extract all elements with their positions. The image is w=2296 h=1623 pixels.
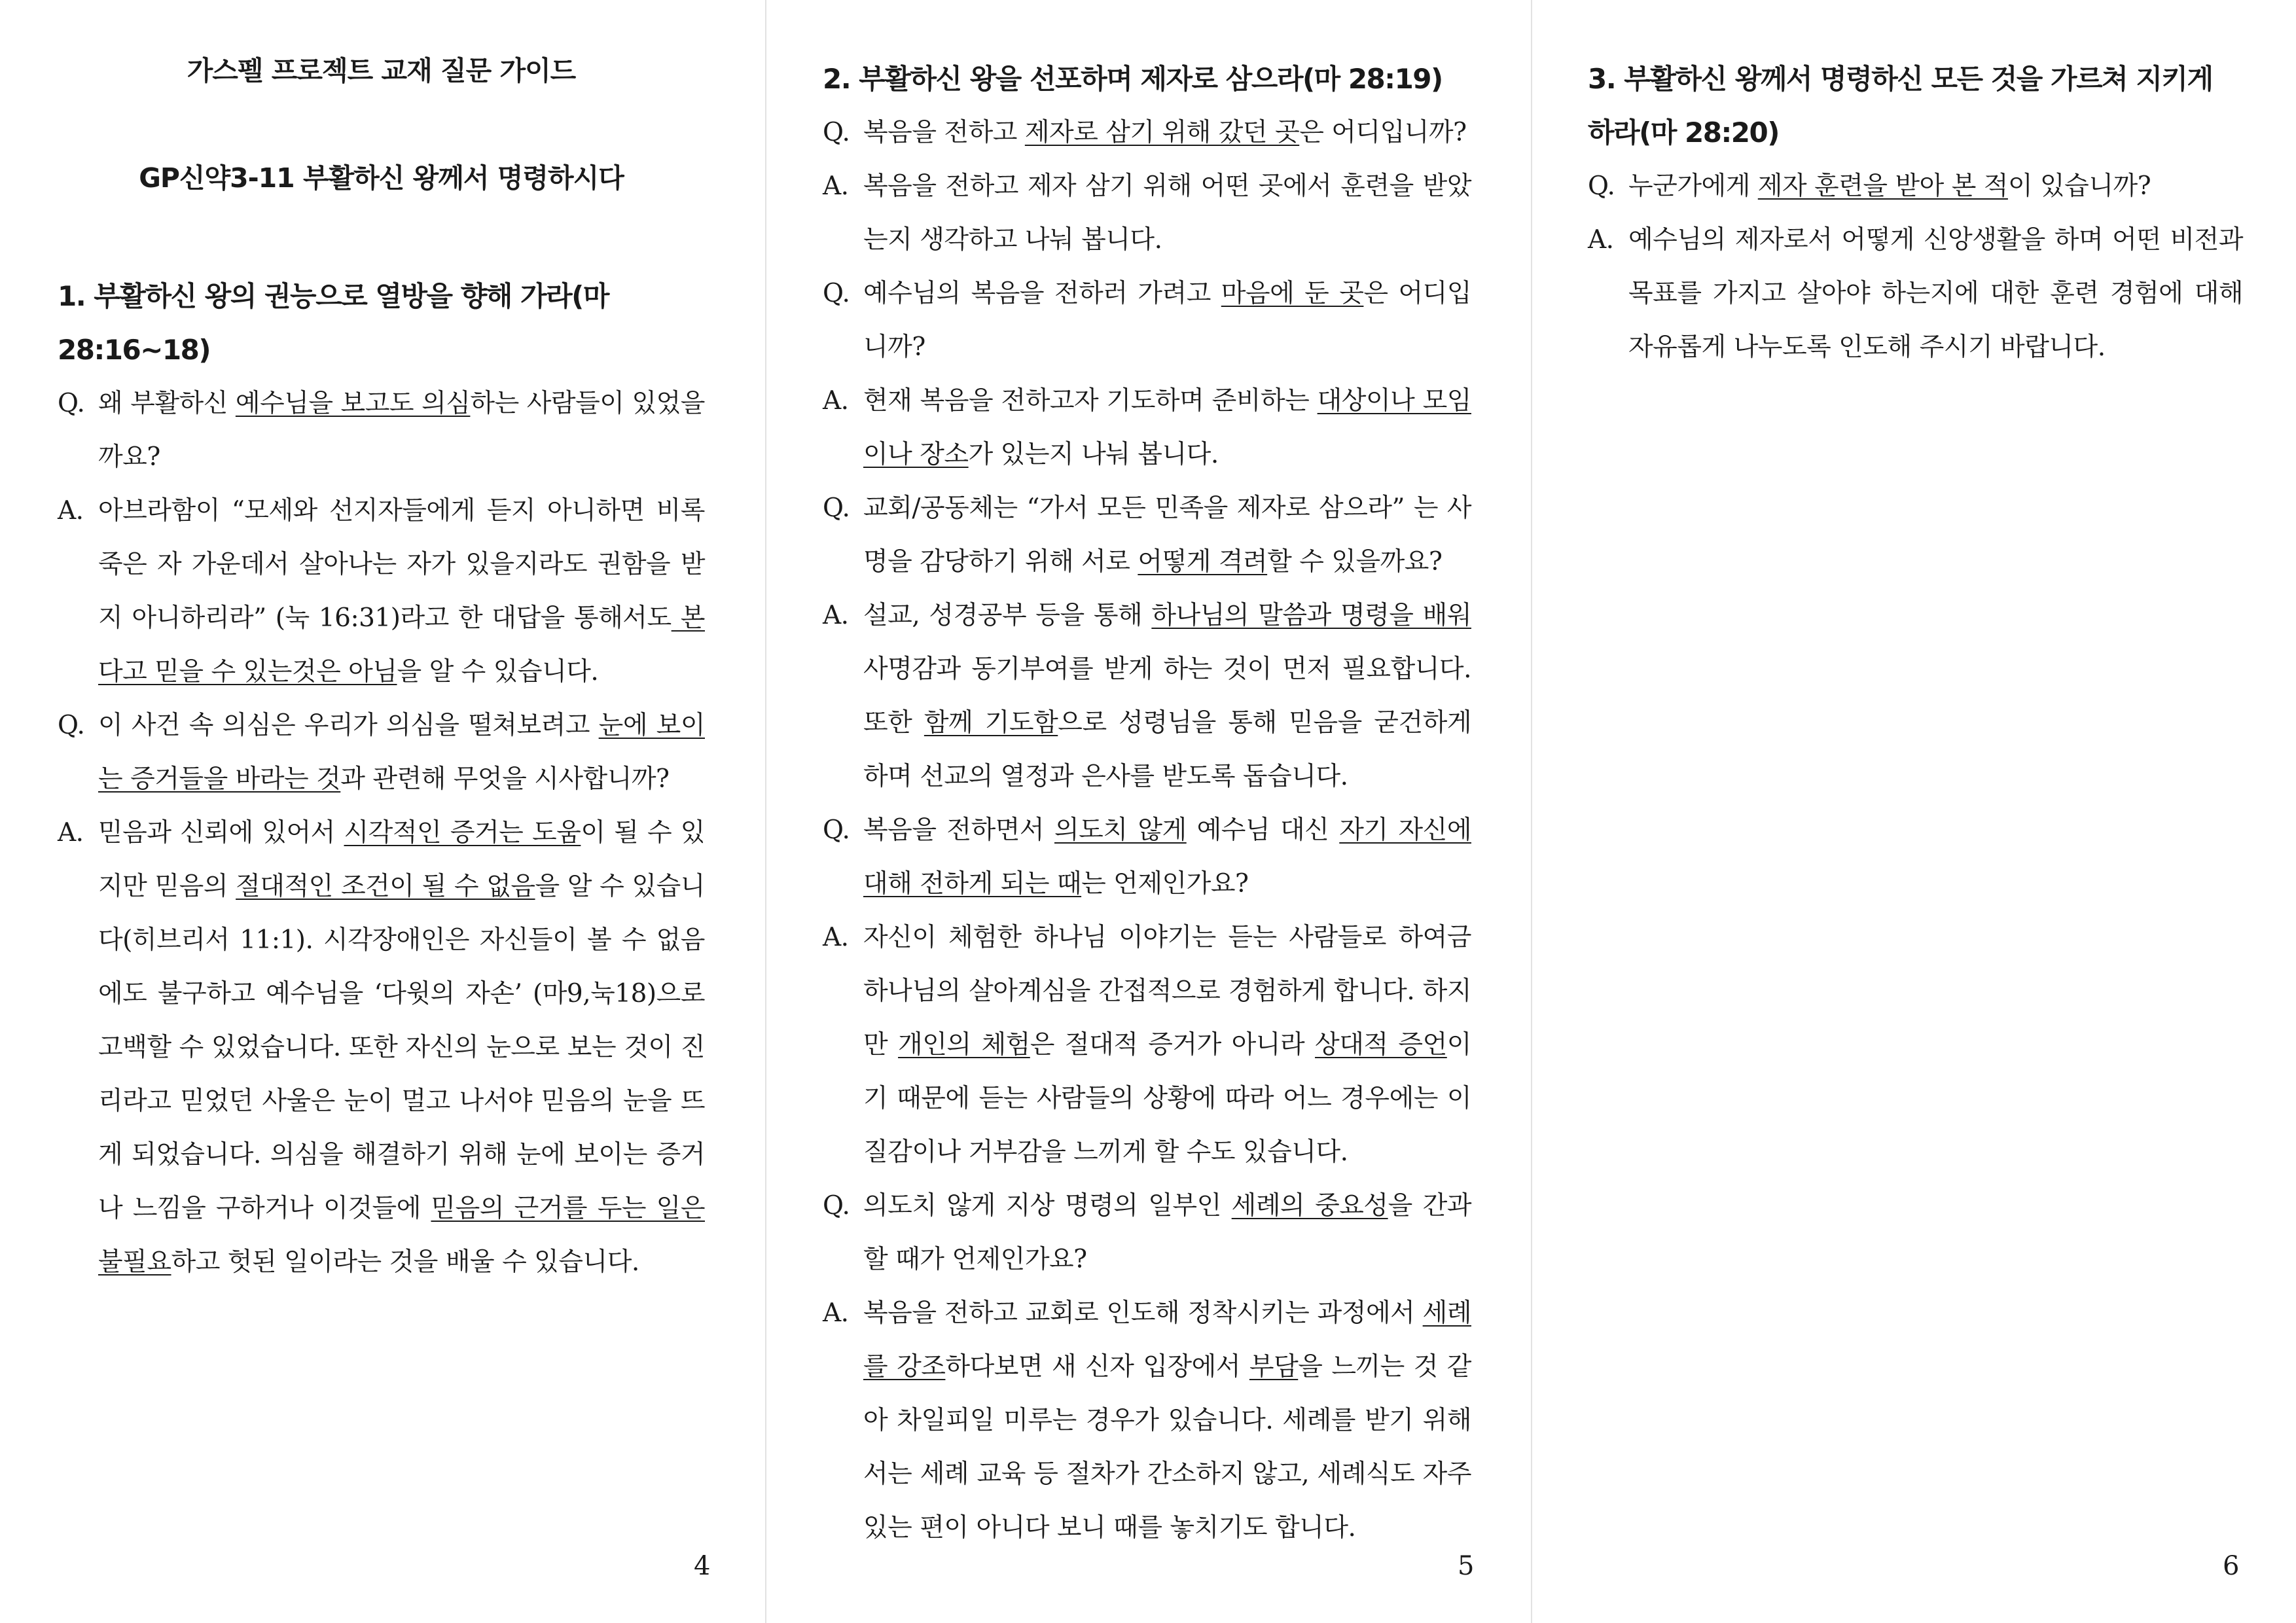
underlined-phrase: 마음에 둔 곳: [1221, 279, 1364, 308]
answer-item: [823, 374, 1471, 482]
text-run: 의도치 않게 지상 명령의 일부인: [863, 1191, 1232, 1221]
text-run: 을 간과할 때가 언제인가요?: [863, 1191, 1472, 1274]
text-run: 예수님 대신: [1186, 815, 1340, 845]
question-text: [1628, 160, 2243, 213]
page-number: 5: [1458, 1551, 1475, 1581]
text-run: 설교, 성경공부 등을 통해: [863, 601, 1152, 630]
answer-item: [823, 911, 1471, 1179]
answer-text: [863, 160, 1471, 267]
underlined-phrase: 절대적인 조건이 될 수 없음: [236, 872, 535, 901]
text-run: 현재 복음을 전하고자 기도하며 준비하는: [863, 386, 1318, 416]
answer-marker: A.: [1588, 225, 1614, 255]
text-run: 을 알 수 있습니다(히브리서 11:1). 시각장애인은 자신들이 볼 수 없음에도 불구하고 예수님을 ‘다윗의 자손’ (마9,눅18)으로 고백할 수 있었습니다. 또한 자신의 눈으로 보는 것이 진리라고 믿었던 사울은 눈이 멀고 나서야 믿음의 눈을 뜨게 되었습니다. 의심을 해결하기 위해 눈에 보이는 증거나 느낌을 구하거나 이것들에: [98, 872, 705, 1223]
answer-marker: A.: [823, 601, 849, 630]
question-item: [58, 699, 705, 806]
section-heading-1: 1. 부활하신 왕의 권능으로 열방을 향해 가라(마 28:16~18): [58, 280, 609, 366]
question-marker: Q.: [823, 1191, 850, 1221]
text-run: 할 수 있을까요?: [1267, 547, 1443, 577]
underlined-phrase: 눈에 보이는 증거들을 바라는 것: [98, 711, 705, 794]
answer-marker: A.: [823, 1298, 849, 1328]
text-run: 가 있는지 나눠 봅니다.: [968, 440, 1219, 469]
question-text: [98, 699, 705, 806]
answer-item: [58, 806, 705, 1289]
text-run: 과 관련해 무엇을 시사합니까?: [340, 764, 670, 794]
text-run: 은 절대적 증거가 아니라: [1030, 1030, 1316, 1060]
page-6: [1530, 0, 2295, 1623]
page-number: 6: [2223, 1551, 2240, 1581]
text-run: 복음을 전하고 제자 삼기 위해 어떤 곳에서 훈련을 받았는지 생각하고 나눠 봅니다.: [863, 171, 1471, 255]
text-run: 복음을 전하고 교회로 인도해 정착시키는 과정에서: [863, 1298, 1423, 1328]
text-run: 하는 사람들이 있었을까요?: [98, 389, 705, 472]
question-text: [863, 106, 1471, 160]
answer-text: [98, 484, 705, 699]
answer-text: [863, 589, 1471, 804]
underlined-phrase: 제자 훈련을 받아 본 적: [1757, 171, 2008, 201]
answer-text: [863, 374, 1471, 482]
page-divider: [765, 0, 766, 1623]
text-run: 예수님의 복음을 전하러 가려고: [863, 279, 1221, 308]
text-run: 하다보면 새 신자 입장에서: [945, 1352, 1249, 1382]
question-item: [823, 106, 1471, 160]
underlined-phrase: 대상이나 모임이나 장소: [863, 386, 1471, 469]
text-run: 교회/공동체는 “가서 모든 민족을 제자로 삼으라” 는 사명을 감당하기 위해 서로: [863, 493, 1471, 577]
text-run: 이기 때문에 듣는 사람들의 상황에 따라 어느 경우에는 이질감이나 거부감을 느끼게 할 수도 있습니다.: [863, 1030, 1471, 1167]
question-text: [863, 267, 1471, 374]
underlined-phrase: 함께 기도함: [924, 708, 1058, 738]
underlined-phrase: 예수님을 보고도 의심: [235, 389, 471, 418]
text-run: 누군가에게: [1628, 171, 1758, 201]
answer-item: [823, 589, 1471, 804]
text-run: 복음을 전하면서: [863, 815, 1054, 845]
underlined-phrase: 세례의 중요성: [1231, 1191, 1388, 1221]
text-run: 사명감과 동기부여를 받게 하는 것이 먼저 필요합니다. 또한: [863, 654, 1471, 738]
qa-list: [1588, 160, 2243, 374]
question-item: [58, 377, 705, 484]
text-run: 왜 부활하신: [98, 389, 236, 418]
question-item: [823, 267, 1471, 374]
underlined-phrase: 제자로 삼기 위해 갔던 곳: [1024, 118, 1300, 147]
page-divider: [1531, 0, 1532, 1623]
question-text: [863, 1179, 1471, 1287]
answer-item: [823, 160, 1471, 267]
question-marker: Q.: [823, 118, 850, 147]
answer-text: [863, 911, 1471, 1179]
lesson-title: GP신약3-11 부활하신 왕께서 명령하시다: [139, 162, 624, 194]
section-heading-2: 2. 부활하신 왕을 선포하며 제자로 삼으라(마 28:19): [823, 63, 1443, 95]
answer-text: [1628, 213, 2243, 374]
answer-marker: A.: [823, 923, 849, 952]
text-run: 이 될 수 있지만 믿음의: [98, 818, 705, 901]
answer-marker: A.: [823, 171, 849, 201]
question-marker: Q.: [823, 279, 850, 308]
qa-list: [58, 377, 705, 1289]
underlined-phrase: 세례를 강조: [863, 1298, 1471, 1382]
question-item: [823, 804, 1471, 911]
text-run: 으로 성령님을 통해 믿음을 굳건하게 하며 선교의 열정과 은사를 받도록 돕습니다.: [863, 708, 1471, 791]
document-title: 가스펠 프로젝트 교재 질문 가이드: [187, 55, 576, 86]
answer-marker: A.: [823, 386, 849, 416]
text-run: 이 있습니까?: [2007, 171, 2151, 201]
question-marker: Q.: [823, 493, 850, 523]
section-heading-3: 3. 부활하신 왕께서 명령하신 모든 것을 가르쳐 지키게 하라(마 28:20): [1588, 63, 2213, 149]
underlined-phrase: 개인의 체험: [898, 1030, 1030, 1060]
underlined-phrase: 의도치 않게: [1054, 815, 1187, 845]
underlined-phrase: 하나님의 말씀과 명령을 배워: [1151, 601, 1471, 630]
underlined-phrase: 상대적 증언: [1315, 1030, 1447, 1060]
underlined-phrase: 자기 자신에 대해 전하게 되는 때: [863, 815, 1471, 899]
page-4: [0, 0, 765, 1623]
text-run: 은 어디입니까?: [1299, 118, 1467, 147]
question-text: [863, 482, 1471, 589]
answer-marker: A.: [58, 496, 84, 526]
answer-item: [1588, 213, 2243, 374]
answer-item: [823, 1287, 1471, 1555]
qa-list: [823, 106, 1471, 1555]
underlined-phrase: 부담: [1249, 1352, 1299, 1382]
question-marker: Q.: [58, 711, 85, 740]
text-run: 은 어디입니까?: [863, 279, 1471, 362]
question-marker: Q.: [823, 815, 850, 845]
question-item: [823, 1179, 1471, 1287]
text-run: 을 느끼는 것 같아 차일피일 미루는 경우가 있습니다. 세례를 받기 위해서는 세례 교육 등 절차가 간소하지 않고, 세례식도 자주 있는 편이 아니다 보니 때를 놓치기도 합니다.: [863, 1352, 1471, 1543]
page-5: [765, 0, 1530, 1623]
answer-text: [863, 1287, 1471, 1555]
text-run: 자신이 체험한 하나님 이야기는 듣는 사람들로 하여금 하나님의 살아계심을 간접적으로 경험하게 합니다. 하지만: [863, 923, 1471, 1060]
question-text: [863, 804, 1471, 911]
question-text: [98, 377, 705, 484]
text-run: 복음을 전하고: [863, 118, 1025, 147]
underlined-phrase: 어떻게 격려: [1138, 547, 1268, 577]
underlined-phrase: 믿음의 근거를 두는 일은 불필요: [98, 1194, 705, 1277]
question-marker: Q.: [58, 389, 85, 418]
question-marker: Q.: [1588, 171, 1615, 201]
question-item: [823, 482, 1471, 589]
page-number: 4: [694, 1551, 711, 1581]
answer-item: [58, 484, 705, 699]
underlined-phrase: 본다고 믿을 수 있는것은 아님: [98, 603, 705, 687]
text-run: 예수님의 제자로서 어떻게 신앙생활을 하며 어떤 비전과 목표를 가지고 살아야 하는지에 대한 훈련 경험에 대해 자유롭게 나누도록 인도해 주시기 바랍니다.: [1628, 225, 2243, 362]
underlined-phrase: 시각적인 증거는 도움: [344, 818, 581, 847]
answer-text: [98, 806, 705, 1289]
answer-marker: A.: [58, 818, 84, 847]
text-run: 믿음과 신뢰에 있어서: [98, 818, 344, 847]
text-run: 아브라함이 “모세와 선지자들에게 듣지 아니하면 비록 죽은 자 가운데서 살아나는 자가 있을지라도 권함을 받지 아니하리라” (눅 16:31)라고 한 대답을 통해서도: [98, 496, 705, 633]
text-run: 을 알 수 있습니다.: [397, 657, 599, 687]
text-run: 하고 헛된 일이라는 것을 배울 수 있습니다.: [171, 1247, 639, 1277]
question-item: [1588, 160, 2243, 213]
text-run: 이 사건 속 의심은 우리가 의심을 떨쳐보려고: [98, 711, 599, 740]
text-run: 는 언제인가요?: [1081, 869, 1249, 899]
